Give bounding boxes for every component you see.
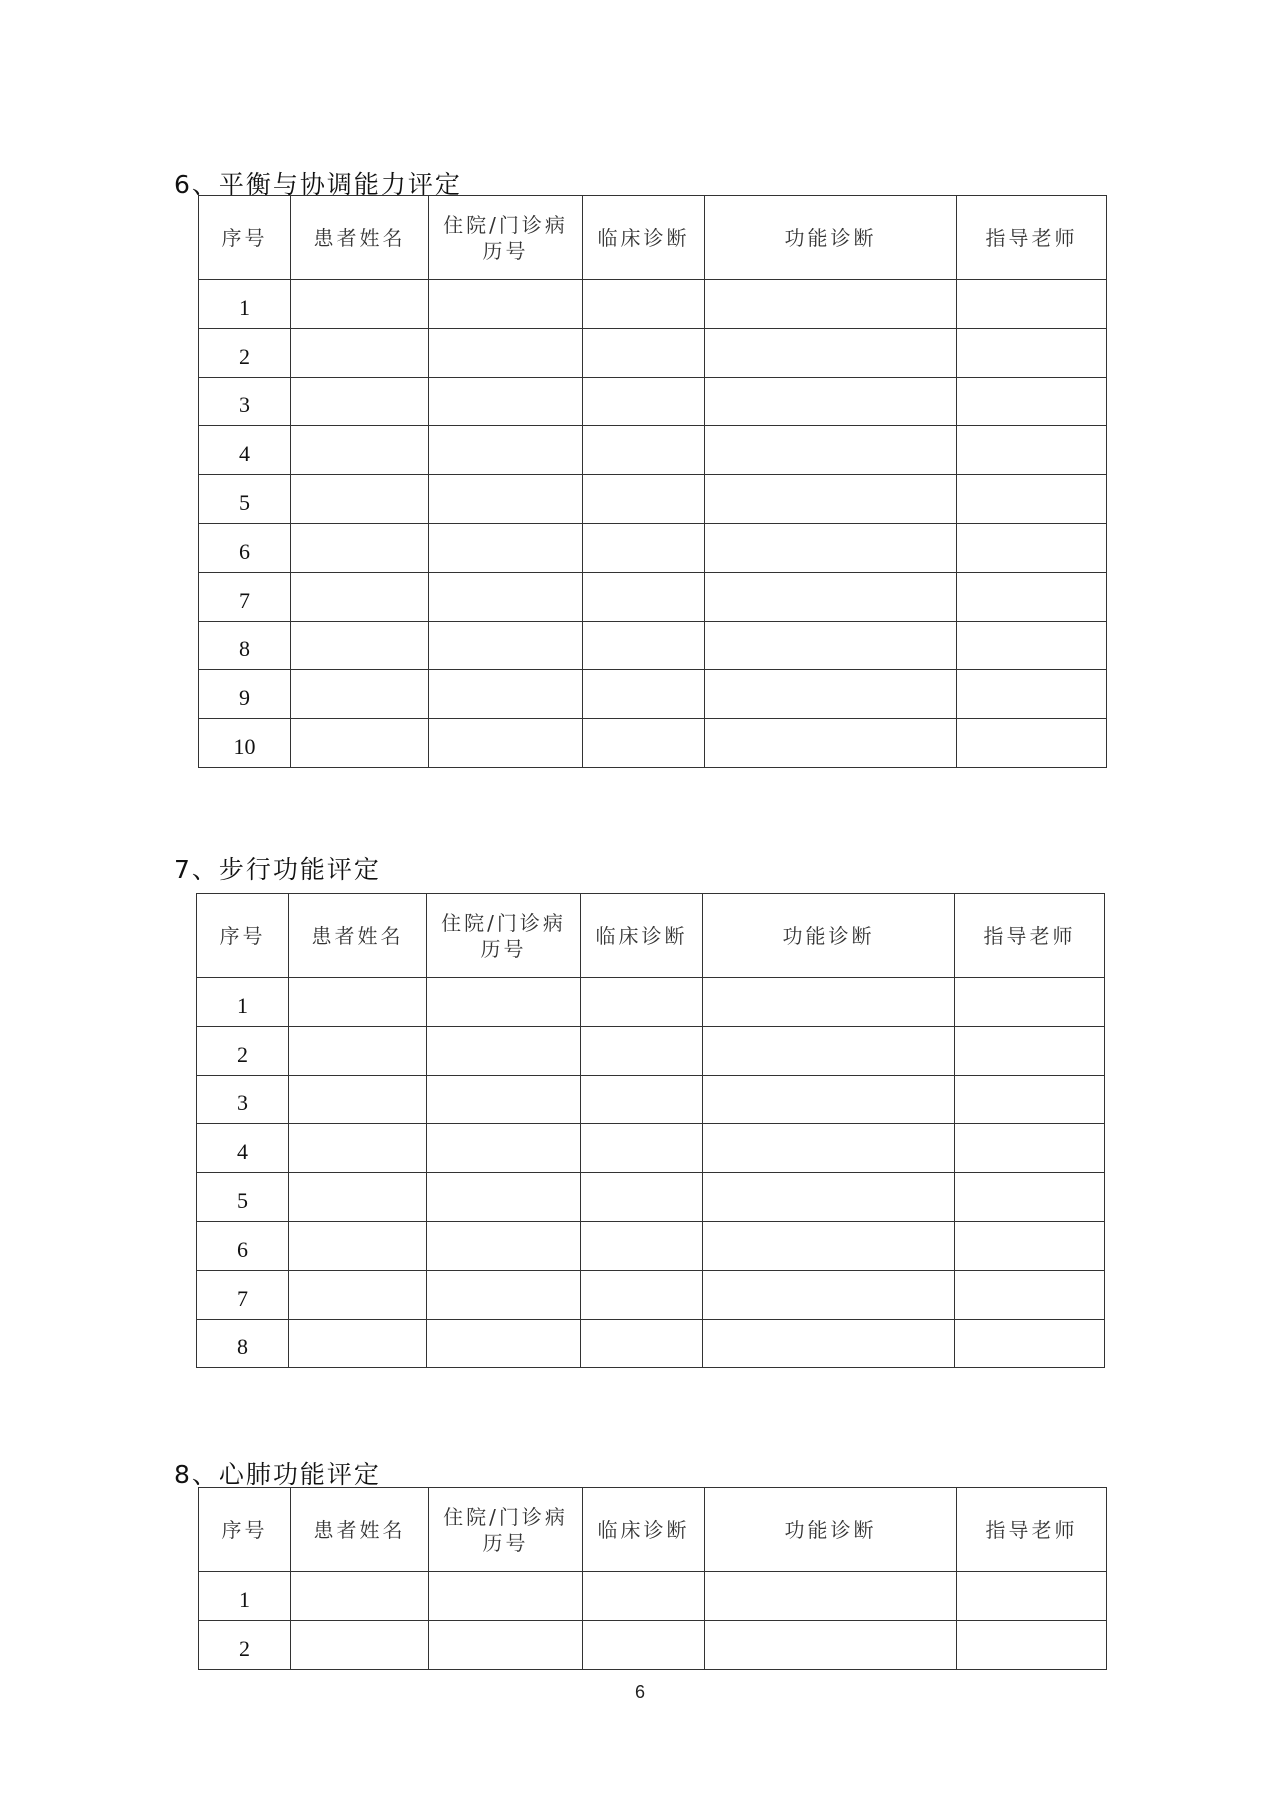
empty-cell[interactable] — [291, 328, 429, 377]
empty-cell[interactable] — [581, 978, 703, 1027]
empty-cell[interactable] — [955, 978, 1105, 1027]
empty-cell[interactable] — [291, 523, 429, 572]
table-row — [199, 621, 1107, 670]
empty-cell[interactable] — [429, 621, 583, 670]
column-header: 住院/门诊病历号 — [427, 894, 581, 978]
empty-cell[interactable] — [583, 328, 705, 377]
column-header: 功能诊断 — [703, 894, 955, 978]
empty-cell[interactable] — [581, 1075, 703, 1124]
row-number: 2 — [199, 328, 291, 377]
column-header: 序号 — [199, 196, 291, 280]
empty-cell[interactable] — [291, 719, 429, 768]
empty-cell[interactable] — [581, 1270, 703, 1319]
empty-cell[interactable] — [289, 1124, 427, 1173]
empty-cell[interactable] — [583, 426, 705, 475]
table-row — [199, 719, 1107, 768]
empty-cell[interactable] — [957, 280, 1107, 329]
table-header-row — [199, 196, 1107, 280]
table-row — [199, 523, 1107, 572]
empty-cell[interactable] — [291, 475, 429, 524]
row-number: 1 — [199, 1572, 291, 1621]
empty-cell[interactable] — [957, 719, 1107, 768]
empty-cell[interactable] — [289, 978, 427, 1027]
empty-cell[interactable] — [705, 328, 957, 377]
table-row — [197, 1221, 1105, 1270]
empty-cell[interactable] — [583, 523, 705, 572]
table-row — [197, 1075, 1105, 1124]
empty-cell[interactable] — [427, 1270, 581, 1319]
row-number: 3 — [197, 1075, 289, 1124]
empty-cell[interactable] — [957, 328, 1107, 377]
column-header: 临床诊断 — [583, 1488, 705, 1572]
section-title: 7、步行功能评定 — [174, 855, 381, 884]
empty-cell[interactable] — [427, 1319, 581, 1368]
row-number: 2 — [199, 1620, 291, 1669]
table-row — [197, 978, 1105, 1027]
empty-cell[interactable] — [955, 1075, 1105, 1124]
row-number: 1 — [197, 978, 289, 1027]
empty-cell[interactable] — [703, 978, 955, 1027]
column-header: 指导老师 — [955, 894, 1105, 978]
empty-cell[interactable] — [583, 280, 705, 329]
empty-cell[interactable] — [429, 328, 583, 377]
table-header-row — [199, 1488, 1107, 1572]
empty-cell[interactable] — [429, 1572, 583, 1621]
column-header: 功能诊断 — [705, 1488, 957, 1572]
table-row — [199, 1620, 1107, 1669]
column-header: 序号 — [197, 894, 289, 978]
table-row — [197, 1270, 1105, 1319]
empty-cell[interactable] — [957, 523, 1107, 572]
empty-cell[interactable] — [429, 280, 583, 329]
empty-cell[interactable] — [957, 621, 1107, 670]
column-header: 患者姓名 — [289, 894, 427, 978]
empty-cell[interactable] — [957, 670, 1107, 719]
row-number: 3 — [199, 377, 291, 426]
table-row — [199, 280, 1107, 329]
empty-cell[interactable] — [957, 1572, 1107, 1621]
empty-cell[interactable] — [705, 670, 957, 719]
column-header: 指导老师 — [957, 1488, 1107, 1572]
empty-cell[interactable] — [291, 572, 429, 621]
row-number: 9 — [199, 670, 291, 719]
table-row — [199, 377, 1107, 426]
row-number: 10 — [199, 719, 291, 768]
column-header: 指导老师 — [957, 196, 1107, 280]
table-row — [199, 1572, 1107, 1621]
empty-cell[interactable] — [427, 1221, 581, 1270]
empty-cell[interactable] — [955, 1026, 1105, 1075]
table-row — [197, 1173, 1105, 1222]
empty-cell[interactable] — [427, 1124, 581, 1173]
empty-cell[interactable] — [291, 621, 429, 670]
record-table — [198, 1487, 1107, 1670]
row-number: 8 — [199, 621, 291, 670]
table-row — [197, 1124, 1105, 1173]
table-row — [199, 328, 1107, 377]
empty-cell[interactable] — [705, 719, 957, 768]
empty-cell[interactable] — [429, 719, 583, 768]
row-number: 1 — [199, 280, 291, 329]
empty-cell[interactable] — [583, 1572, 705, 1621]
empty-cell[interactable] — [957, 1620, 1107, 1669]
column-header: 患者姓名 — [291, 1488, 429, 1572]
empty-cell[interactable] — [705, 377, 957, 426]
empty-cell[interactable] — [583, 475, 705, 524]
empty-cell[interactable] — [289, 1075, 427, 1124]
empty-cell[interactable] — [703, 1319, 955, 1368]
empty-cell[interactable] — [289, 1319, 427, 1368]
section-title: 8、心肺功能评定 — [174, 1460, 381, 1489]
table-row — [199, 572, 1107, 621]
empty-cell[interactable] — [289, 1221, 427, 1270]
table-header-row — [197, 894, 1105, 978]
empty-cell[interactable] — [581, 1319, 703, 1368]
row-number: 8 — [197, 1319, 289, 1368]
row-number: 6 — [199, 523, 291, 572]
column-header: 住院/门诊病历号 — [429, 196, 583, 280]
table-row — [197, 1026, 1105, 1075]
row-number: 2 — [197, 1026, 289, 1075]
empty-cell[interactable] — [955, 1221, 1105, 1270]
empty-cell[interactable] — [705, 572, 957, 621]
empty-cell[interactable] — [703, 1173, 955, 1222]
empty-cell[interactable] — [427, 1026, 581, 1075]
empty-cell[interactable] — [289, 1026, 427, 1075]
empty-cell[interactable] — [291, 377, 429, 426]
empty-cell[interactable] — [955, 1270, 1105, 1319]
empty-cell[interactable] — [583, 670, 705, 719]
empty-cell[interactable] — [703, 1221, 955, 1270]
empty-cell[interactable] — [291, 1620, 429, 1669]
empty-cell[interactable] — [581, 1173, 703, 1222]
table-row — [197, 1319, 1105, 1368]
section-title: 6、平衡与协调能力评定 — [174, 170, 462, 199]
empty-cell[interactable] — [705, 1620, 957, 1669]
row-number: 7 — [199, 572, 291, 621]
empty-cell[interactable] — [705, 1572, 957, 1621]
empty-cell[interactable] — [703, 1075, 955, 1124]
empty-cell[interactable] — [703, 1124, 955, 1173]
empty-cell[interactable] — [955, 1319, 1105, 1368]
empty-cell[interactable] — [291, 670, 429, 719]
empty-cell[interactable] — [429, 572, 583, 621]
empty-cell[interactable] — [705, 475, 957, 524]
row-number: 7 — [197, 1270, 289, 1319]
empty-cell[interactable] — [957, 426, 1107, 475]
column-header: 功能诊断 — [705, 196, 957, 280]
column-header: 住院/门诊病历号 — [429, 1488, 583, 1572]
empty-cell[interactable] — [583, 1620, 705, 1669]
empty-cell[interactable] — [581, 1221, 703, 1270]
row-number: 4 — [199, 426, 291, 475]
row-number: 5 — [199, 475, 291, 524]
empty-cell[interactable] — [427, 1075, 581, 1124]
empty-cell[interactable] — [427, 1173, 581, 1222]
row-number: 4 — [197, 1124, 289, 1173]
empty-cell[interactable] — [957, 572, 1107, 621]
empty-cell[interactable] — [703, 1270, 955, 1319]
empty-cell[interactable] — [583, 621, 705, 670]
empty-cell[interactable] — [703, 1026, 955, 1075]
column-header: 序号 — [199, 1488, 291, 1572]
empty-cell[interactable] — [705, 523, 957, 572]
empty-cell[interactable] — [429, 377, 583, 426]
empty-cell[interactable] — [429, 670, 583, 719]
row-number: 6 — [197, 1221, 289, 1270]
record-table — [198, 195, 1107, 768]
table-row — [199, 426, 1107, 475]
empty-cell[interactable] — [581, 1026, 703, 1075]
column-header: 临床诊断 — [583, 196, 705, 280]
empty-cell[interactable] — [583, 572, 705, 621]
empty-cell[interactable] — [955, 1124, 1105, 1173]
empty-cell[interactable] — [289, 1270, 427, 1319]
row-number: 5 — [197, 1173, 289, 1222]
table-row — [199, 475, 1107, 524]
empty-cell[interactable] — [705, 280, 957, 329]
empty-cell[interactable] — [427, 978, 581, 1027]
empty-cell[interactable] — [957, 475, 1107, 524]
empty-cell[interactable] — [583, 719, 705, 768]
page-number: 6 — [634, 1682, 645, 1702]
empty-cell[interactable] — [429, 1620, 583, 1669]
empty-cell[interactable] — [581, 1124, 703, 1173]
column-header: 临床诊断 — [581, 894, 703, 978]
empty-cell[interactable] — [429, 426, 583, 475]
empty-cell[interactable] — [291, 1572, 429, 1621]
empty-cell[interactable] — [705, 426, 957, 475]
empty-cell[interactable] — [429, 523, 583, 572]
record-table — [196, 893, 1105, 1368]
table-row — [199, 670, 1107, 719]
empty-cell[interactable] — [289, 1173, 427, 1222]
empty-cell[interactable] — [291, 280, 429, 329]
column-header: 患者姓名 — [291, 196, 429, 280]
empty-cell[interactable] — [705, 621, 957, 670]
empty-cell[interactable] — [291, 426, 429, 475]
empty-cell[interactable] — [583, 377, 705, 426]
empty-cell[interactable] — [955, 1173, 1105, 1222]
empty-cell[interactable] — [957, 377, 1107, 426]
empty-cell[interactable] — [429, 475, 583, 524]
